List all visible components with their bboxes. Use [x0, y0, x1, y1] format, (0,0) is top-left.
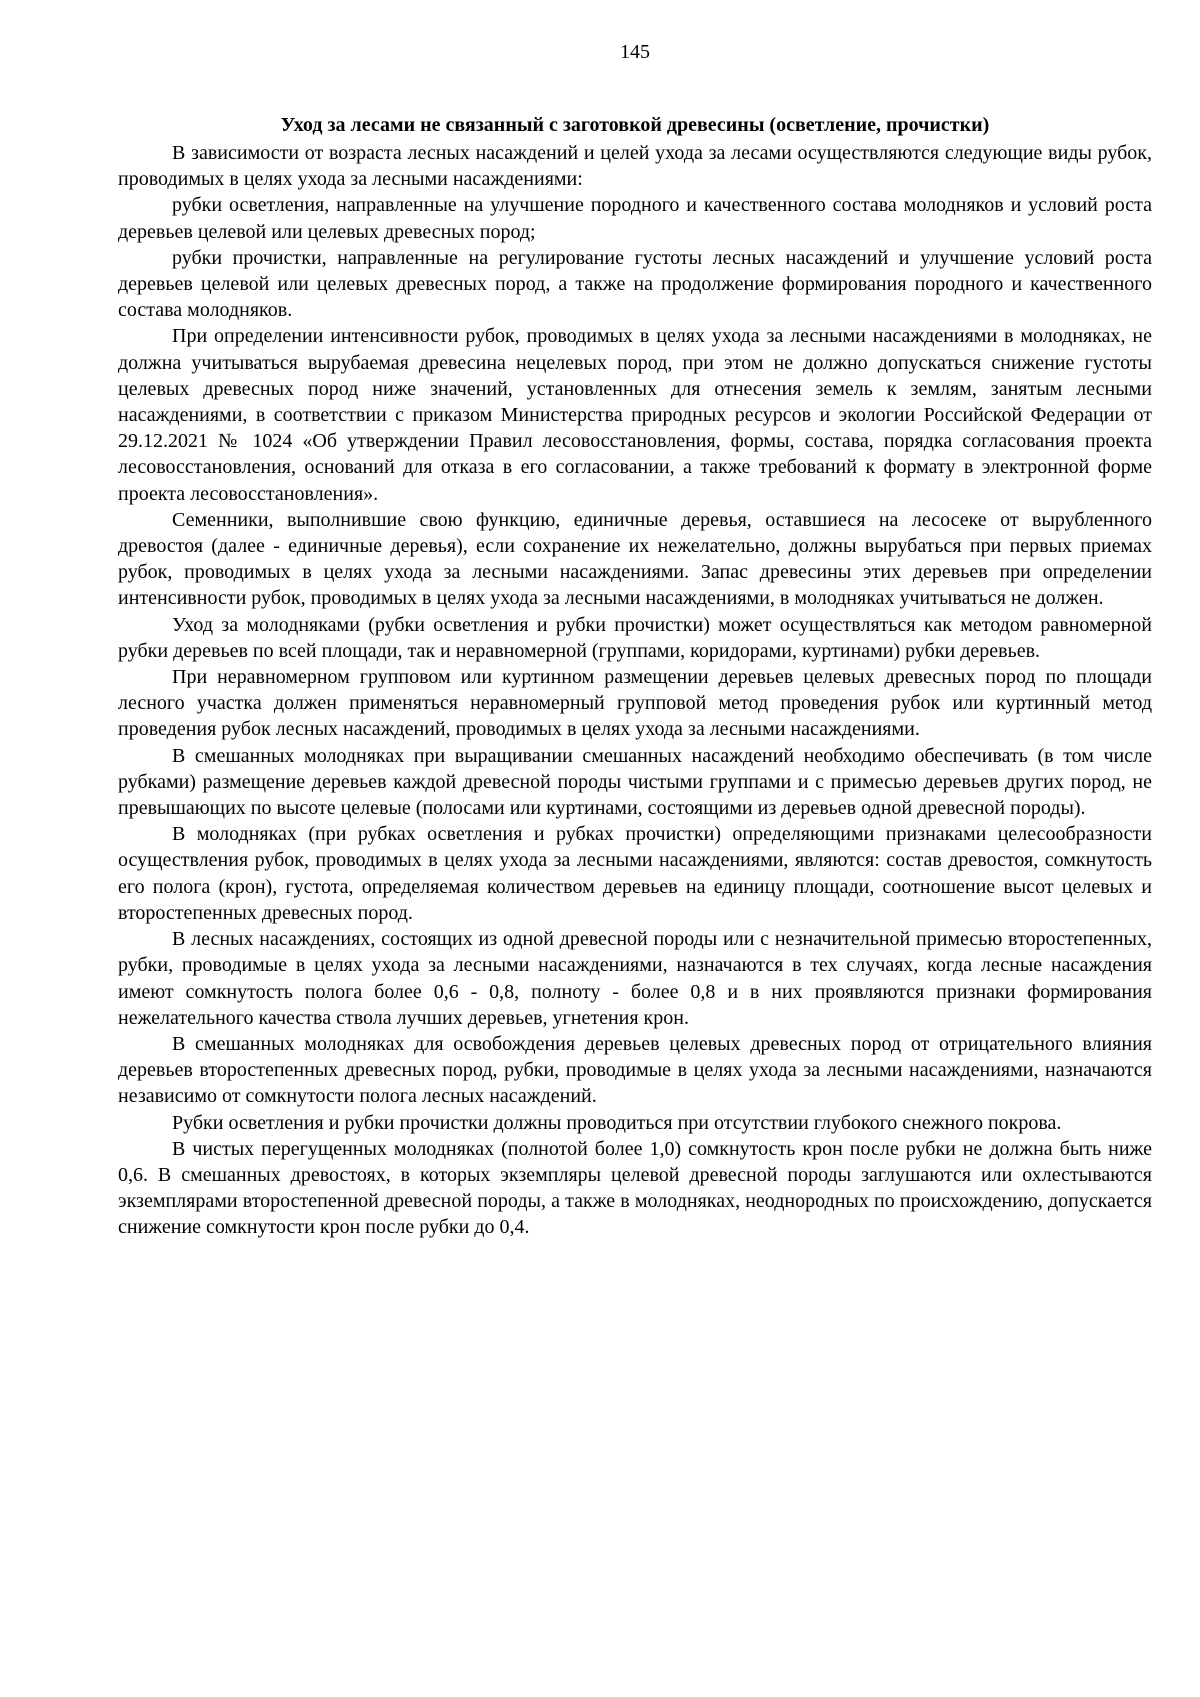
paragraph: В лесных насаждениях, состоящих из одной древесной породы или с незначительной примесью второстепенных, рубки, проводимые в целях ухода за лесными насаждениями, назначаются в тех случаях, когда лесные насаждения имеют сомкнутость полога более 0,6 - 0,8, полноту - более 0,8 и в них проявляются признаки формирования нежелательного качества ствола лучших деревьев, угнетения крон. — [118, 928, 1152, 1029]
paragraph: Рубки осветления и рубки прочистки должны проводиться при отсутствии глубокого снежного покрова. — [172, 1111, 1062, 1134]
paragraph: При неравномерном групповом или куртинном размещении деревьев целевых древесных пород по площади лесного участка должен применяться неравномерный групповой метод проведения рубок или куртинный метод проведения рубок лесных насаждений, проводимых в целях ухода за лесными насаждениями. — [118, 666, 1152, 741]
paragraph: При определении интенсивности рубок, проводимых в целях ухода за лесными насаждениями в молодняках, не должна учитываться вырубаемая древесина нецелевых пород, при этом не должно допускаться снижение густоты целевых древесных пород ниже значений, установленных для отнесения земель к землям, занятым лесными насаждениями, в соответствии с приказом Министерства природных ресурсов и экологии Российской Федерации от 29.12.2021 № 1024 «Об утверждении Правил лесовосстановления, формы, состава, порядка согласования проекта лесовосстановления, оснований для отказа в его согласовании, а также требований к формату в электронной форме проекта лесовосстановления». — [118, 325, 1152, 505]
paragraph: Уход за молодняками (рубки осветления и рубки прочистки) может осуществляться как методом равномерной рубки деревьев по всей площади, так и неравномерной (группами, коридорами, куртинами) рубки деревьев. — [118, 613, 1152, 662]
paragraph: В молодняках (при рубках осветления и рубках прочистки) определяющими признаками целесообразности осуществления рубок, проводимых в целях ухода за лесными насаждениями, являются: состав древостоя, сомкнутость его полога (крон), густота, определяемая количеством деревьев на единицу площади, соотношение высот целевых и второстепенных древесных пород. — [118, 823, 1152, 924]
paragraph: В смешанных молодняках при выращивании смешанных насаждений необходимо обеспечивать (в том числе рубками) размещение деревьев каждой древесной породы чистыми группами и с примесью деревьев других пород, не превышающих по высоте целевые (полосами или куртинами, состоящими из деревьев одной древесной породы). — [118, 744, 1152, 820]
paragraph: В зависимости от возраста лесных насаждений и целей ухода за лесами осуществляются следующие виды рубок, проводимых в целях ухода за лесными насаждениями: — [118, 142, 1152, 191]
paragraph: рубки прочистки, направленные на регулирование густоты лесных насаждений и улучшение условий роста деревьев целевой или целевых древесных пород, а также на продолжение формирования породного и качественного состава молодняков. — [118, 246, 1152, 322]
paragraph: В чистых перегущенных молодняках (полнотой более 1,0) сомкнутость крон после рубки не должна быть ниже 0,6. В смешанных древостоях, в которых экземпляры целевой древесной породы заглушаются или охлестываются экземплярами второстепенной древесной породы, а также в молодняках, неоднородных по происхождению, допускается снижение сомкнутости крон после рубки до 0,4. — [118, 1137, 1152, 1239]
body-text — [118, 140, 1152, 1241]
paragraph: Семенники, выполнившие свою функцию, единичные деревья, оставшиеся на лесосеке от вырубленного древостоя (далее - единичные деревья), если сохранение их нежелательно, должны вырубаться при первых приемах рубок, проводимых в целях ухода за лесными насаждениями. Запас древесины этих деревьев при определении интенсивности рубок, проводимых в целях ухода за лесными насаждениями, в молодняках учитываться не должен. — [118, 508, 1152, 610]
paragraph: рубки осветления, направленные на улучшение породного и качественного состава молодняков и условий роста деревьев целевой или целевых древесных пород; — [118, 194, 1152, 243]
page-number: 145 — [620, 41, 650, 63]
section-heading: Уход за лесами не связанный с заготовкой древесины (осветление, прочистки) — [280, 114, 990, 136]
paragraph: В смешанных молодняках для освобождения деревьев целевых древесных пород от отрицательного влияния деревьев второстепенных древесных пород, рубки, проводимые в целях ухода за лесными насаждениями, назначаются независимо от сомкнутости полога лесных насаждений. — [118, 1032, 1152, 1108]
